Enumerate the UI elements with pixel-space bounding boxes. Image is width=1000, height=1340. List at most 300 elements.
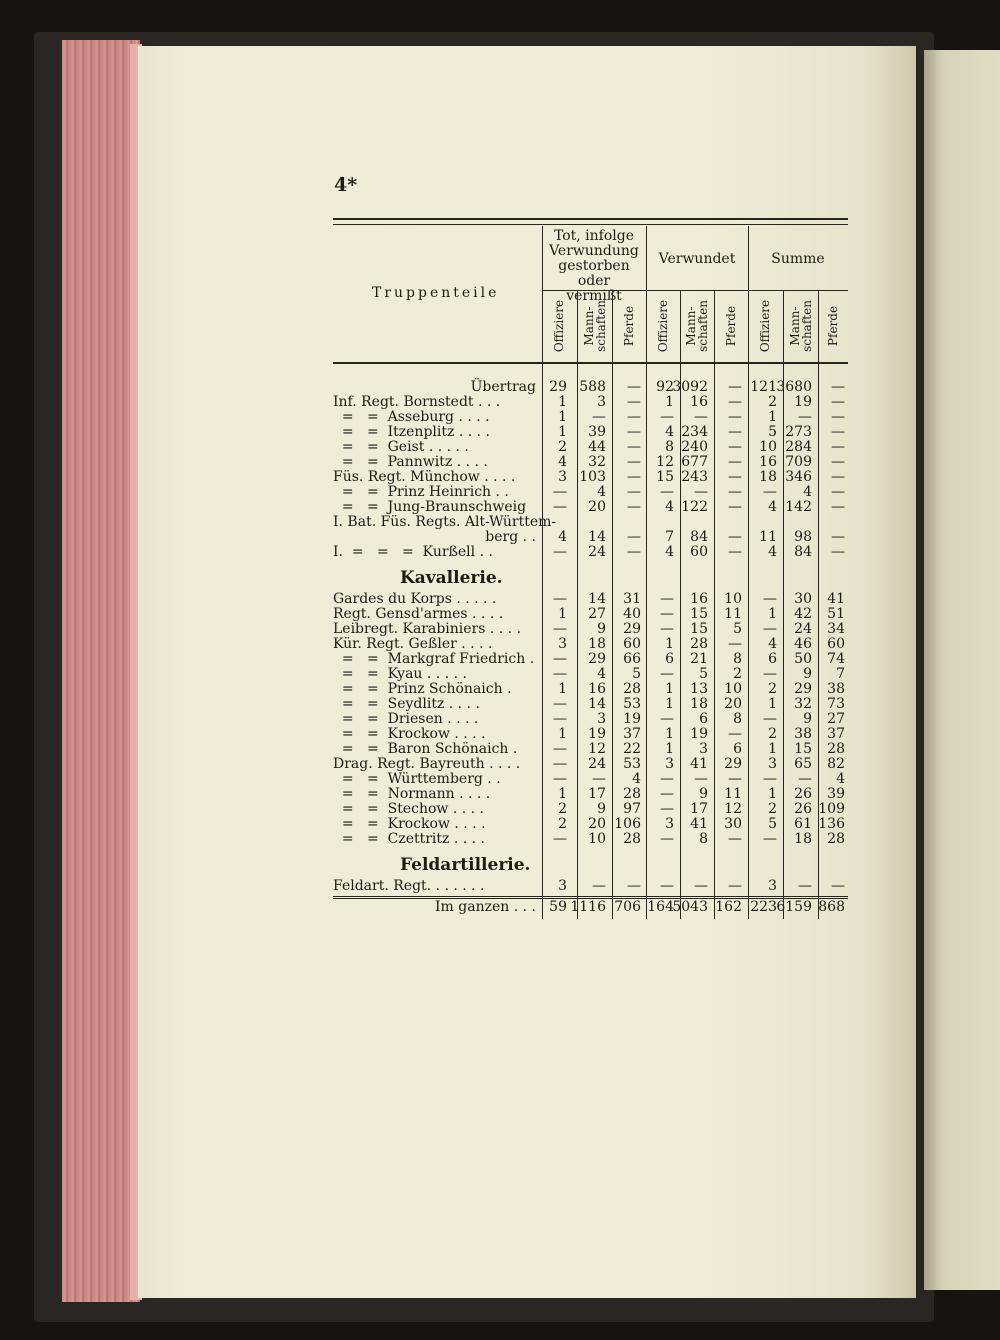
cell-value: — <box>728 529 742 545</box>
cell-value: — <box>728 439 742 455</box>
cell-value: — <box>763 831 777 847</box>
cell-value: — <box>553 771 567 787</box>
table-row <box>333 682 848 697</box>
cell-value: — <box>728 831 742 847</box>
cell-value: 234 <box>681 424 708 440</box>
cell-value: 82 <box>827 756 845 772</box>
table-row <box>333 742 848 757</box>
cell-value: — <box>553 651 567 667</box>
table-row <box>333 772 848 787</box>
cell-value: — <box>728 878 742 894</box>
cell-value: — <box>831 379 845 395</box>
cell-value: 1 <box>558 394 567 410</box>
table-row <box>333 817 848 832</box>
row-label: = = Krockow . . . . <box>333 726 486 742</box>
row-label: = = Baron Schönaich . <box>333 741 518 757</box>
cell-value: — <box>728 469 742 485</box>
group-header-1 <box>542 229 646 304</box>
cell-value: 26 <box>794 801 812 817</box>
cell-value: 39 <box>827 786 845 802</box>
cell-value: 28 <box>623 831 641 847</box>
cell-value: — <box>763 621 777 637</box>
cell-value: 103 <box>579 469 606 485</box>
cell-value: 31 <box>623 591 641 607</box>
cell-value: 34 <box>827 621 845 637</box>
table-row <box>333 667 848 682</box>
subheader-label: Pferde <box>723 305 738 347</box>
cell-value: 50 <box>794 651 812 667</box>
cell-value: — <box>728 409 742 425</box>
cell-value: — <box>553 499 567 515</box>
cell-value: — <box>627 484 641 500</box>
group-header-2 <box>646 252 748 267</box>
cell-value: 1 <box>558 726 567 742</box>
cell-value: — <box>660 484 674 500</box>
table-row <box>333 515 848 530</box>
cell-value: — <box>728 394 742 410</box>
cell-value: 1 <box>558 681 567 697</box>
cell-value: 28 <box>827 831 845 847</box>
cell-value: — <box>627 878 641 894</box>
cell-value: 9 <box>597 801 606 817</box>
cell-value: 2 <box>768 394 777 410</box>
cell-value: 109 <box>818 801 845 817</box>
cell-value: 9 <box>803 666 812 682</box>
cell-value: 5 <box>768 816 777 832</box>
row-label: = = Seydlitz . . . . <box>333 696 480 712</box>
cell-value: 3680 <box>776 379 812 395</box>
cell-value: 3 <box>558 469 567 485</box>
row-label: = = Pannwitz . . . . <box>333 454 488 470</box>
cell-value: 27 <box>827 711 845 727</box>
cell-value: — <box>831 499 845 515</box>
row-label: I. Bat. Füs. Regts. Alt-Württem- <box>333 514 557 530</box>
cell-value: 29 <box>588 651 606 667</box>
cell-value: 5 <box>699 666 708 682</box>
cell-value: — <box>694 878 708 894</box>
cell-value: 5 <box>733 621 742 637</box>
cell-value: 1 <box>558 786 567 802</box>
table-row <box>333 425 848 440</box>
cell-value: 18 <box>690 696 708 712</box>
cell-value: 4 <box>836 771 845 787</box>
row-label: = = Württemberg . . <box>333 771 501 787</box>
top-rule-thin <box>333 224 848 225</box>
cell-value: 9 <box>597 621 606 637</box>
cell-value: — <box>627 544 641 560</box>
cell-value: — <box>831 439 845 455</box>
cell-value: 5 <box>768 424 777 440</box>
cell-value: 3 <box>597 394 606 410</box>
cell-value: — <box>592 409 606 425</box>
total-row <box>333 900 848 915</box>
row-label: = = Czettritz . . . . <box>333 831 486 847</box>
cell-value: 18 <box>588 636 606 652</box>
cell-value: 8 <box>733 651 742 667</box>
cell-value: 3 <box>558 878 567 894</box>
cell-value: 4 <box>558 454 567 470</box>
cell-value: — <box>831 529 845 545</box>
cell-value: — <box>728 544 742 560</box>
cell-value: 677 <box>681 454 708 470</box>
cell-value: 19 <box>794 394 812 410</box>
cell-value: 1 <box>665 741 674 757</box>
page-number: 4* <box>334 174 358 196</box>
table-row <box>333 879 848 894</box>
cell-value: 2 <box>768 801 777 817</box>
row-label: berg . . <box>485 529 536 545</box>
cell-value: 2 <box>768 681 777 697</box>
cell-value: — <box>831 484 845 500</box>
cell-value: 97 <box>623 801 641 817</box>
table-row <box>333 500 848 515</box>
cell-value: 3092 <box>672 379 708 395</box>
cell-value: 41 <box>827 591 845 607</box>
cell-value: 74 <box>827 651 845 667</box>
cell-value: — <box>831 469 845 485</box>
cell-value: — <box>553 544 567 560</box>
cell-value: 37 <box>827 726 845 742</box>
cell-value: 29 <box>724 756 742 772</box>
cell-value: 10 <box>724 681 742 697</box>
cell-value: — <box>627 379 641 395</box>
cell-value: 22 <box>623 741 641 757</box>
cell-value: — <box>660 786 674 802</box>
cell-value: 4 <box>558 529 567 545</box>
cell-value: — <box>728 484 742 500</box>
cell-value: — <box>660 801 674 817</box>
cell-value: 5043 <box>672 899 708 915</box>
cell-value: 164 <box>647 899 674 915</box>
table-row <box>333 637 848 652</box>
subheader-label: Pferde <box>621 305 636 347</box>
cell-value: 19 <box>623 711 641 727</box>
subheader-label: Mann- schaften <box>787 300 814 352</box>
cell-value: 9 <box>699 786 708 802</box>
cell-value: 7 <box>836 666 845 682</box>
cell-value: 18 <box>794 831 812 847</box>
table-row <box>333 607 848 622</box>
column-rule <box>646 226 647 919</box>
table-row <box>333 652 848 667</box>
cell-value: — <box>627 469 641 485</box>
cell-value: — <box>627 439 641 455</box>
cell-value: — <box>728 771 742 787</box>
cell-value: — <box>763 666 777 682</box>
cell-value: — <box>627 409 641 425</box>
cell-value: 12 <box>656 454 674 470</box>
table-row <box>333 802 848 817</box>
cell-value: 10 <box>588 831 606 847</box>
cell-value: 868 <box>818 899 845 915</box>
table-row <box>333 712 848 727</box>
cell-value: 1 <box>768 696 777 712</box>
cell-value: 346 <box>785 469 812 485</box>
cell-value: 73 <box>827 696 845 712</box>
cell-value: 588 <box>579 379 606 395</box>
cell-value: 1 <box>558 409 567 425</box>
cell-value: 15 <box>794 741 812 757</box>
cell-value: 2 <box>558 801 567 817</box>
cell-value: 4 <box>597 666 606 682</box>
cell-value: — <box>660 591 674 607</box>
cell-value: — <box>660 666 674 682</box>
row-label: = = Prinz Schönaich . <box>333 681 512 697</box>
column-rule <box>818 290 819 919</box>
cell-value: 8 <box>699 831 708 847</box>
cell-value: 13 <box>690 681 708 697</box>
cell-value: 15 <box>690 606 708 622</box>
cell-value: 30 <box>794 591 812 607</box>
cell-value: 17 <box>588 786 606 802</box>
cell-value: 46 <box>794 636 812 652</box>
cell-value: 2 <box>558 439 567 455</box>
cell-value: — <box>627 499 641 515</box>
cell-value: 106 <box>614 816 641 832</box>
cell-value: 2 <box>733 666 742 682</box>
cell-value: 4 <box>665 544 674 560</box>
cell-value: 6 <box>665 651 674 667</box>
cell-value: 4 <box>665 424 674 440</box>
table-row <box>333 395 848 410</box>
cell-value: 4 <box>665 499 674 515</box>
group-header-line: gestorben oder <box>558 258 630 289</box>
cell-value: 21 <box>690 651 708 667</box>
cell-value: 3 <box>768 756 777 772</box>
cell-value: 84 <box>794 544 812 560</box>
cell-value: — <box>831 544 845 560</box>
row-label: Regt. Gensd'armes . . . . <box>333 606 504 622</box>
total-rule <box>333 896 848 897</box>
cell-value: — <box>660 711 674 727</box>
cell-value: — <box>553 621 567 637</box>
cell-value: 29 <box>794 681 812 697</box>
cell-value: 24 <box>794 621 812 637</box>
row-label: = = Asseburg . . . . <box>333 409 490 425</box>
row-label: = = Geist . . . . . <box>333 439 469 455</box>
cell-value: 3 <box>768 878 777 894</box>
cell-value: 32 <box>588 454 606 470</box>
cell-value: 11 <box>724 606 742 622</box>
cell-value: 60 <box>827 636 845 652</box>
group-header-line: Summe <box>771 251 825 267</box>
cell-value: 3 <box>597 711 606 727</box>
group-header-line: Verwundung <box>549 243 639 259</box>
cell-value: 4 <box>768 544 777 560</box>
cell-value: 16 <box>690 394 708 410</box>
cell-value: 5 <box>632 666 641 682</box>
cell-value: 121 <box>750 379 777 395</box>
table-row <box>333 757 848 772</box>
cell-value: 20 <box>588 499 606 515</box>
cell-value: 28 <box>623 786 641 802</box>
cell-value: — <box>627 454 641 470</box>
row-label: Im ganzen . . . <box>435 899 536 915</box>
cell-value: — <box>592 878 606 894</box>
cell-value: 20 <box>724 696 742 712</box>
cell-value: 84 <box>690 529 708 545</box>
cell-value: 709 <box>785 454 812 470</box>
cell-value: — <box>831 454 845 470</box>
subheader-label: Offiziere <box>656 299 670 353</box>
row-label: Inf. Regt. Bornstedt . . . <box>333 394 501 410</box>
cell-value: 4 <box>597 484 606 500</box>
cell-value: — <box>553 666 567 682</box>
table-row <box>333 697 848 712</box>
cell-value: 59 <box>549 899 567 915</box>
subheader-label: Offiziere <box>758 299 773 353</box>
cell-value: 1 <box>768 741 777 757</box>
cell-value: 1 <box>665 681 674 697</box>
cell-value: 6159 <box>776 899 812 915</box>
row-label: Drag. Regt. Bayreuth . . . . <box>333 756 521 772</box>
cell-value: — <box>553 831 567 847</box>
cell-value: 41 <box>690 816 708 832</box>
cell-value: 1 <box>768 606 777 622</box>
cell-value: 16 <box>690 591 708 607</box>
row-label: = = Normann . . . . <box>333 786 491 802</box>
cell-value: — <box>798 771 812 787</box>
cell-value: 53 <box>623 696 641 712</box>
table-row <box>333 727 848 742</box>
cell-value: 15 <box>690 621 708 637</box>
cell-value: 32 <box>794 696 812 712</box>
cell-value: — <box>553 696 567 712</box>
cell-value: 19 <box>588 726 606 742</box>
header-truppenteile: Truppenteile <box>372 285 500 301</box>
row-label: = = Itzenplitz . . . . <box>333 424 490 440</box>
column-rule <box>714 290 715 919</box>
cell-value: 28 <box>690 636 708 652</box>
cell-value: — <box>763 591 777 607</box>
table-row <box>333 485 848 500</box>
cell-value: 1 <box>665 696 674 712</box>
facing-page <box>924 50 1000 1290</box>
cell-value: — <box>763 711 777 727</box>
cell-value: 11 <box>724 786 742 802</box>
cell-value: — <box>627 424 641 440</box>
cell-value: 38 <box>794 726 812 742</box>
cell-value: 60 <box>623 636 641 652</box>
cell-value: 61 <box>794 816 812 832</box>
cell-value: 29 <box>623 621 641 637</box>
cell-value: 3 <box>665 816 674 832</box>
cell-value: 6 <box>699 711 708 727</box>
cell-value: 15 <box>656 469 674 485</box>
cell-value: 2 <box>558 816 567 832</box>
row-label: = = Krockow . . . . <box>333 816 486 832</box>
cell-value: 40 <box>623 606 641 622</box>
cell-value: 3 <box>558 636 567 652</box>
cell-value: 66 <box>623 651 641 667</box>
table-row <box>333 470 848 485</box>
column-rule <box>680 290 681 919</box>
cell-value: 39 <box>588 424 606 440</box>
row-label: = = Driesen . . . . <box>333 711 479 727</box>
cell-value: 30 <box>724 816 742 832</box>
cell-value: — <box>660 831 674 847</box>
subheader-label: Pferde <box>825 305 840 347</box>
cell-value: — <box>763 771 777 787</box>
table-row <box>333 545 848 560</box>
cell-value: — <box>798 409 812 425</box>
table-row <box>333 592 848 607</box>
cell-value: — <box>553 484 567 500</box>
table-row <box>333 380 848 395</box>
cell-value: 38 <box>827 681 845 697</box>
cell-value: 4 <box>768 636 777 652</box>
cell-value: 17 <box>690 801 708 817</box>
cell-value: 19 <box>690 726 708 742</box>
column-rule <box>783 290 784 919</box>
cell-value: 16 <box>759 454 777 470</box>
row-label: I. = = = Kurßell . . <box>333 544 493 560</box>
table-row <box>333 410 848 425</box>
cell-value: — <box>660 621 674 637</box>
cell-value: 3 <box>665 756 674 772</box>
cell-value: 14 <box>588 696 606 712</box>
cell-value: 122 <box>681 499 708 515</box>
section-heading: Feldartillerie. <box>400 855 531 875</box>
row-label: = = Kyau . . . . . <box>333 666 467 682</box>
cell-value: — <box>553 741 567 757</box>
cell-value: — <box>694 409 708 425</box>
cell-value: — <box>660 606 674 622</box>
group-header-line: Tot, infolge <box>553 228 635 244</box>
cell-value: 4 <box>632 771 641 787</box>
cell-value: 136 <box>818 816 845 832</box>
table-row <box>333 787 848 802</box>
cell-value: — <box>660 409 674 425</box>
cell-value: 44 <box>588 439 606 455</box>
cell-value: 1 <box>558 424 567 440</box>
cell-value: 51 <box>827 606 845 622</box>
cell-value: 284 <box>785 439 812 455</box>
cell-value: 4 <box>768 499 777 515</box>
table-row <box>333 530 848 545</box>
cell-value: — <box>831 424 845 440</box>
group-underline-1 <box>542 290 646 291</box>
cell-value: — <box>798 878 812 894</box>
cell-value: 243 <box>681 469 708 485</box>
table-row <box>333 455 848 470</box>
cell-value: 1 <box>768 409 777 425</box>
cell-value: 273 <box>785 424 812 440</box>
subheader-label: Mann- schaften <box>581 300 608 352</box>
cell-value: 27 <box>588 606 606 622</box>
cell-value: 42 <box>794 606 812 622</box>
cell-value: 1 <box>665 726 674 742</box>
cell-value: 14 <box>588 529 606 545</box>
cell-value: 1 <box>558 606 567 622</box>
cell-value: 92 <box>656 379 674 395</box>
cell-value: — <box>763 484 777 500</box>
cell-value: 706 <box>614 899 641 915</box>
cell-value: 60 <box>690 544 708 560</box>
cell-value: 6 <box>733 741 742 757</box>
cell-value: 18 <box>759 469 777 485</box>
cell-value: 9 <box>803 711 812 727</box>
group-header-line: Verwundet <box>658 251 736 267</box>
cell-value: 8 <box>665 439 674 455</box>
cell-value: — <box>728 379 742 395</box>
cell-value: 1 <box>768 786 777 802</box>
cell-value: 12 <box>588 741 606 757</box>
cell-value: 53 <box>623 756 641 772</box>
cell-value: 240 <box>681 439 708 455</box>
section-heading: Kavallerie. <box>400 568 503 588</box>
cell-value: 28 <box>623 681 641 697</box>
